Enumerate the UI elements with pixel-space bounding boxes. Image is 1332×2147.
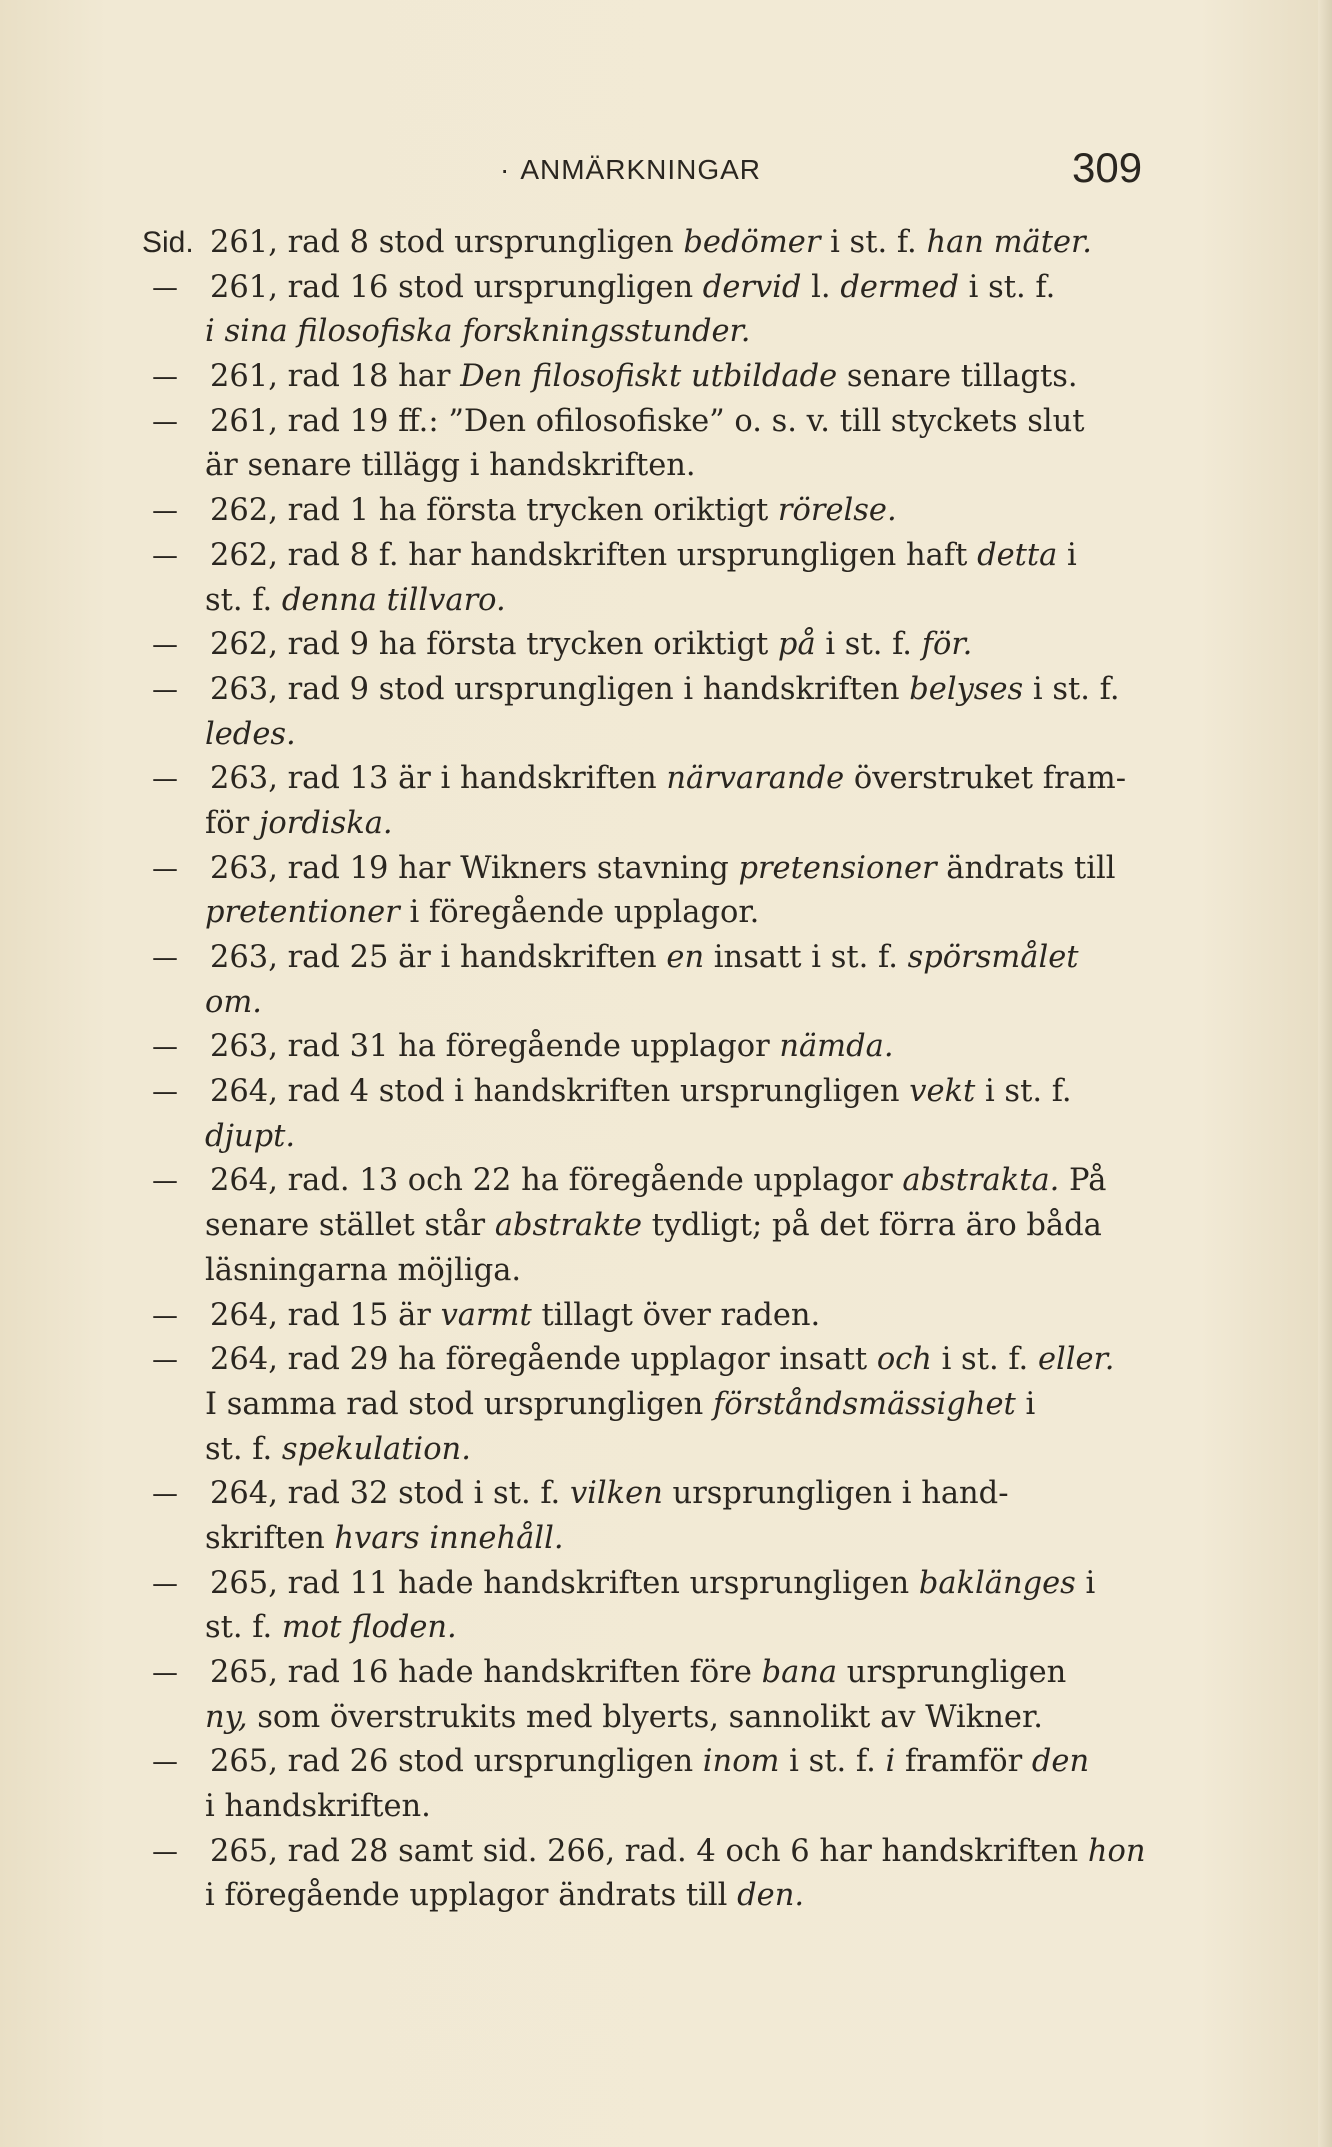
italic-term: varmt	[440, 1297, 532, 1333]
italic-term: ny,	[205, 1699, 248, 1735]
note-line	[130, 1606, 1150, 1651]
italic-term: ledes.	[205, 716, 296, 752]
note-entry	[130, 1070, 1150, 1159]
note-line	[130, 534, 1150, 579]
dash-marker: —	[152, 1032, 178, 1063]
dash-marker: —	[152, 1300, 178, 1331]
italic-term: om.	[205, 984, 262, 1020]
italic-term: jordiska.	[258, 805, 393, 841]
note-line	[130, 1651, 1150, 1696]
note-text	[210, 936, 1079, 981]
text-segment: 265, rad 28 samt sid. 266, rad. 4 och 6 har handskriften	[210, 1833, 1088, 1869]
dash-marker: —	[152, 943, 178, 973]
note-line	[130, 847, 1150, 892]
note-line	[130, 623, 1150, 668]
note-text	[205, 1249, 521, 1294]
dash-marker: —	[152, 630, 178, 661]
dash-marker: —	[152, 272, 178, 303]
page-header	[0, 144, 1332, 200]
text-segment: 262, rad 9 ha första trycken oriktigt	[210, 627, 778, 663]
text-segment: 263, rad 31 ha föregående upplagor	[210, 1029, 780, 1065]
italic-term: den	[1031, 1744, 1090, 1780]
note-entry	[130, 1338, 1150, 1472]
italic-term: pretensioner	[738, 850, 937, 886]
text-segment: 264, rad 15 är	[210, 1297, 441, 1333]
text-segment: läsningarna möjliga.	[205, 1252, 522, 1288]
note-entry	[130, 1159, 1150, 1293]
note-line	[130, 1517, 1150, 1562]
italic-term: Den filosofiskt utbildade	[460, 359, 838, 395]
note-line	[130, 1785, 1150, 1830]
italic-term: abstrakta.	[902, 1163, 1060, 1199]
note-entry	[130, 355, 1150, 400]
text-segment: ursprungligen i hand-	[662, 1476, 1009, 1512]
text-segment: i	[1057, 537, 1077, 573]
italic-term: pretentioner	[205, 895, 400, 931]
text-segment: st. f.	[205, 582, 282, 618]
text-segment: skriften	[205, 1520, 335, 1556]
italic-term: vilken	[569, 1476, 663, 1512]
note-entry	[130, 489, 1150, 534]
text-segment: 265, rad 11 hade handskriften ursprungligen	[210, 1565, 919, 1601]
note-text	[210, 1070, 1072, 1115]
italic-term: han mäter.	[926, 225, 1092, 260]
note-text	[210, 221, 1092, 266]
text-segment: tydligt; på det förra äro båda	[642, 1208, 1102, 1244]
text-segment: framför	[895, 1744, 1032, 1780]
note-text	[205, 310, 751, 355]
note-line	[130, 1025, 1150, 1070]
note-line	[130, 668, 1150, 713]
text-segment: På	[1059, 1163, 1107, 1199]
text-segment: senare stället står	[205, 1208, 495, 1244]
note-line	[130, 1294, 1150, 1339]
text-segment: 261, rad 18 har	[210, 359, 461, 395]
note-line	[130, 1204, 1150, 1249]
note-text	[205, 1115, 295, 1160]
text-segment: 265, rad 26 stod ursprungligen	[210, 1744, 703, 1780]
text-segment: st. f.	[205, 1610, 282, 1646]
note-line	[130, 310, 1150, 355]
dash-marker: —	[152, 764, 178, 795]
note-entry	[130, 400, 1150, 489]
note-entry	[130, 847, 1150, 936]
note-text	[205, 891, 759, 936]
dash-marker: —	[152, 1077, 178, 1108]
italic-term: nämda.	[779, 1029, 894, 1065]
text-segment: 264, rad. 13 och 22 ha föregående upplagor	[210, 1163, 903, 1199]
italic-term: närvarande	[666, 761, 845, 797]
note-line	[130, 579, 1150, 624]
text-segment: i st. f.	[975, 1074, 1072, 1110]
text-segment: ursprungligen	[837, 1655, 1067, 1690]
text-segment: 262, rad 8 f. har handskriften ursprungligen haft	[210, 537, 978, 573]
note-line	[130, 1249, 1150, 1294]
text-segment: 263, rad 19 har Wikners stavning	[210, 850, 739, 886]
note-line	[130, 757, 1150, 802]
note-text	[205, 1204, 1102, 1249]
italic-term: hvars innehåll.	[334, 1520, 564, 1556]
note-text	[205, 1785, 431, 1830]
text-segment: 262, rad 1 ha första trycken oriktigt	[210, 493, 778, 529]
note-text	[210, 534, 1077, 579]
italic-term: dermed	[840, 269, 959, 305]
note-entry	[130, 534, 1150, 623]
text-segment: överstruket fram-	[844, 761, 1127, 797]
text-segment: l.	[801, 269, 841, 305]
notes-list	[130, 221, 1150, 1919]
italic-term: spörsmålet	[907, 940, 1079, 975]
note-line	[130, 1874, 1150, 1919]
note-text	[210, 1025, 894, 1070]
text-segment: i st. f.	[820, 225, 927, 260]
italic-term: baklänges	[918, 1565, 1076, 1601]
note-line	[130, 400, 1150, 445]
note-line	[130, 802, 1150, 847]
italic-term: en	[666, 940, 705, 975]
note-text	[210, 668, 1120, 713]
note-text	[210, 1562, 1095, 1607]
note-text	[210, 757, 1126, 802]
note-entry	[130, 1651, 1150, 1740]
text-segment: som överstrukits med blyerts, sannolikt av Wikner.	[247, 1699, 1043, 1735]
note-entry	[130, 668, 1150, 757]
note-line	[130, 981, 1150, 1026]
italic-term: mot floden.	[281, 1610, 457, 1646]
note-line	[130, 489, 1150, 534]
dash-marker: —	[152, 1345, 178, 1376]
note-line	[130, 1159, 1150, 1204]
text-segment: i st. f.	[931, 1342, 1038, 1378]
note-line	[130, 891, 1150, 936]
dash-marker: —	[152, 1568, 178, 1599]
text-segment: är senare tillägg i handskriften.	[205, 448, 696, 484]
text-segment: I samma rad stod ursprungligen	[205, 1386, 713, 1422]
text-segment: för	[205, 805, 259, 841]
italic-term: denna tillvaro.	[281, 582, 506, 618]
text-segment: 265, rad 16 hade handskriften före	[210, 1655, 762, 1690]
sid-label: Sid.	[142, 226, 194, 259]
note-entry	[130, 1025, 1150, 1070]
text-segment: i föregående upplagor.	[399, 895, 760, 931]
text-segment: i	[1075, 1565, 1096, 1601]
note-entry	[130, 221, 1150, 266]
note-line	[130, 1070, 1150, 1115]
note-text	[205, 802, 393, 847]
text-segment: st. f.	[205, 1431, 282, 1467]
italic-term: belyses	[909, 671, 1024, 707]
note-text	[210, 847, 1116, 892]
text-segment: 261, rad 16 stod ursprungligen	[210, 269, 703, 305]
italic-term: den.	[737, 1878, 805, 1914]
note-line	[130, 1428, 1150, 1473]
italic-term: vekt	[909, 1074, 976, 1110]
note-line	[130, 221, 1150, 266]
note-text	[210, 1338, 1115, 1383]
text-segment: 264, rad 4 stod i handskriften ursprungligen	[210, 1074, 910, 1110]
italic-term: i sina filosofiska forskningsstunder.	[205, 314, 751, 350]
note-entry	[130, 266, 1150, 355]
italic-term: detta	[977, 537, 1058, 573]
note-line	[130, 266, 1150, 311]
note-entry	[130, 757, 1150, 846]
text-segment: tillagt över raden.	[531, 1297, 821, 1333]
italic-term: bedömer	[683, 225, 821, 260]
dash-marker: —	[152, 1479, 178, 1510]
note-text	[205, 713, 296, 758]
note-text	[210, 400, 1085, 445]
page-number: 309	[1072, 144, 1143, 191]
text-segment: 263, rad 13 är i handskriften	[210, 761, 667, 797]
note-text	[205, 1517, 564, 1562]
note-text	[205, 1428, 471, 1473]
dash-marker: —	[152, 674, 178, 705]
note-line	[130, 713, 1150, 758]
note-text	[205, 444, 696, 489]
italic-term: på	[777, 627, 816, 663]
note-entry	[130, 1294, 1150, 1339]
note-line	[130, 1696, 1150, 1741]
note-line	[130, 1115, 1150, 1160]
text-segment: 261, rad 19 ff.: ”Den ofilosofiske” o. s. v. till styckets slut	[210, 403, 1085, 439]
note-text	[210, 266, 1055, 311]
italic-term: abstrakte	[494, 1208, 642, 1244]
note-line	[130, 1472, 1150, 1517]
note-text	[210, 623, 972, 668]
italic-term: bana	[761, 1655, 838, 1690]
note-line	[130, 936, 1150, 981]
dash-marker: —	[152, 1836, 178, 1867]
dash-marker: —	[152, 362, 178, 393]
note-text	[205, 579, 506, 624]
text-segment: i st. f.	[815, 627, 922, 663]
italic-term: hon	[1087, 1833, 1146, 1869]
italic-term: för.	[921, 627, 973, 663]
note-line	[130, 1338, 1150, 1383]
text-segment: 261, rad 8 stod ursprungligen	[210, 225, 684, 260]
note-line	[130, 1830, 1150, 1875]
dash-marker: —	[152, 853, 178, 884]
note-entry	[130, 936, 1150, 1025]
note-line	[130, 1740, 1150, 1785]
italic-term: dervid	[702, 269, 802, 305]
note-entry	[130, 1562, 1150, 1651]
italic-term: i	[885, 1744, 896, 1780]
note-text	[210, 355, 1078, 400]
italic-term: eller.	[1037, 1342, 1115, 1378]
note-entry	[130, 623, 1150, 668]
page-edge	[1318, 0, 1332, 2147]
text-segment: i st. f.	[1023, 671, 1120, 707]
note-entry	[130, 1472, 1150, 1561]
text-segment: 263, rad 25 är i handskriften	[210, 940, 667, 975]
dash-marker: —	[152, 1747, 178, 1778]
text-segment: i föregående upplagor ändrats till	[205, 1878, 738, 1914]
dash-marker: —	[152, 406, 178, 437]
italic-term: och	[876, 1342, 932, 1378]
dash-marker: —	[152, 1166, 178, 1197]
text-segment: i st. f.	[779, 1744, 886, 1780]
note-text	[205, 1874, 804, 1919]
note-entry	[130, 1740, 1150, 1829]
note-text	[210, 1472, 1009, 1517]
note-text	[210, 489, 897, 534]
running-head: · ANMÄRKNINGAR	[500, 154, 762, 185]
text-segment: i	[1015, 1386, 1036, 1422]
text-segment: ändrats till	[936, 850, 1116, 886]
italic-term: inom	[702, 1744, 780, 1780]
note-text	[210, 1651, 1066, 1696]
dash-marker: —	[152, 496, 178, 527]
note-text	[210, 1294, 820, 1339]
italic-term: djupt.	[205, 1118, 296, 1154]
text-segment: senare tillagts.	[837, 359, 1078, 395]
note-text	[210, 1830, 1146, 1875]
note-text	[205, 981, 262, 1026]
text-segment: 263, rad 9 stod ursprungligen i handskriften	[210, 671, 910, 707]
note-line	[130, 444, 1150, 489]
italic-term: förståndsmässighet	[713, 1386, 1016, 1422]
text-segment: i st. f.	[958, 269, 1056, 305]
note-line	[130, 355, 1150, 400]
italic-term: spekulation.	[281, 1431, 471, 1467]
note-text	[205, 1606, 457, 1651]
note-text	[210, 1740, 1089, 1785]
text-segment: 264, rad 32 stod i st. f.	[210, 1476, 570, 1512]
text-segment: insatt i st. f.	[704, 940, 908, 975]
italic-term: rörelse.	[777, 493, 897, 529]
note-line	[130, 1383, 1150, 1428]
note-line	[130, 1562, 1150, 1607]
text-segment: i handskriften.	[205, 1789, 431, 1825]
note-text	[205, 1696, 1043, 1741]
note-entry	[130, 1830, 1150, 1919]
dash-marker: —	[152, 1658, 178, 1688]
note-text	[205, 1383, 1035, 1428]
dash-marker: —	[152, 540, 178, 571]
text-segment: 264, rad 29 ha föregående upplagor insatt	[210, 1342, 877, 1378]
note-text	[210, 1159, 1106, 1204]
